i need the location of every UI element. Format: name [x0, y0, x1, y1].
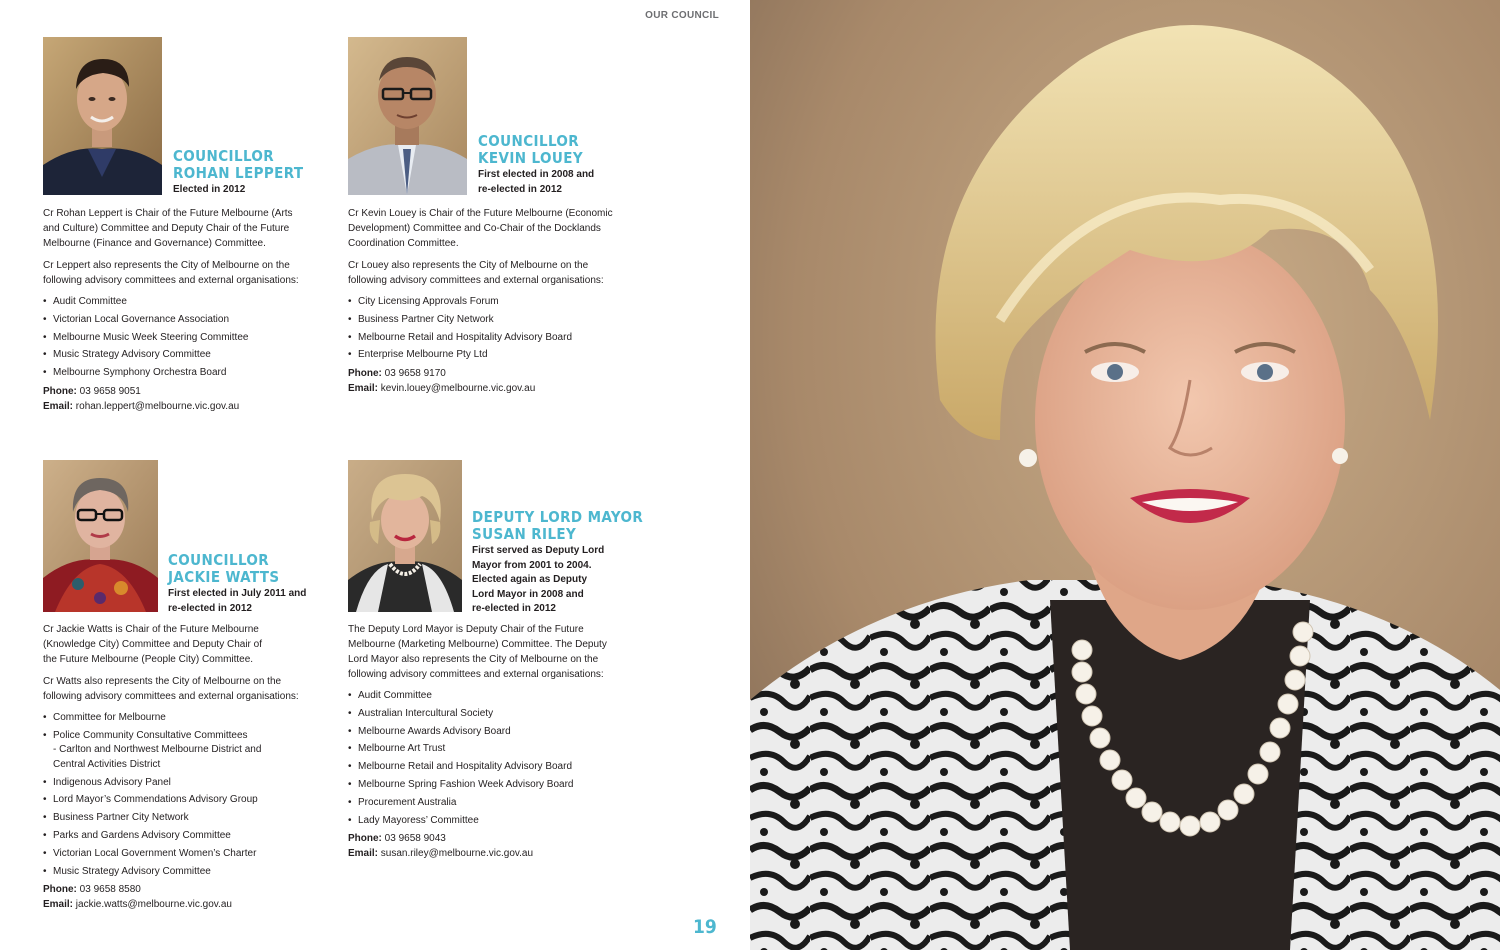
councillor-name: SUSAN RILEY — [472, 525, 577, 543]
committee-list — [43, 295, 343, 381]
list-item: • Audit Committee — [348, 689, 648, 704]
profile-body — [348, 622, 648, 861]
list-item: • Melbourne Retail and Hospitality Advisory Board — [348, 331, 648, 346]
profile-body — [348, 206, 648, 396]
portrait-photo — [43, 37, 162, 195]
phone-label: Phone: — [43, 884, 77, 896]
name-block — [173, 148, 343, 198]
list-item: • Melbourne Spring Fashion Week Advisory Board — [348, 778, 648, 793]
list-item: • Melbourne Awards Advisory Board — [348, 725, 648, 740]
phone-number[interactable]: 03 9658 9170 — [384, 368, 446, 380]
email-address[interactable]: rohan.leppert@melbourne.vic.gov.au — [75, 400, 240, 412]
elected-note: Elected in 2012 — [173, 184, 246, 195]
list-item: • City Licensing Approvals Forum — [348, 295, 648, 310]
phone-number[interactable]: 03 9658 9043 — [384, 833, 446, 845]
list-item: • Audit Committee — [43, 295, 343, 310]
councillor-name: ROHAN LEPPERT — [173, 164, 304, 182]
phone-line — [43, 384, 343, 399]
email-address[interactable]: kevin.louey@melbourne.vic.gov.au — [380, 383, 536, 395]
list-item: • Lady Mayoress’ Committee — [348, 814, 648, 829]
list-item: • Business Partner City Network — [43, 811, 343, 826]
feature-portrait-photo — [750, 0, 1500, 950]
list-item: • Police Community Consultative Committees - Carlton and Northwest Melbourne District and Central Activities District — [43, 729, 343, 773]
list-item: • Procurement Australia — [348, 796, 648, 811]
list-item: • Melbourne Retail and Hospitality Advisory Board — [348, 760, 648, 775]
elected-note: First elected in July 2011 and re-elected in 2012 — [168, 588, 307, 614]
role-title: DEPUTY LORD MAYOR — [472, 508, 644, 526]
phone-line — [348, 366, 648, 381]
list-item: • Committee for Melbourne — [43, 711, 343, 726]
email-address[interactable]: jackie.watts@melbourne.vic.gov.au — [75, 899, 232, 911]
name-block — [478, 133, 648, 197]
profile-body — [43, 622, 343, 912]
bio-paragraph: The Deputy Lord Mayor is Deputy Chair of the Future Melbourne (Marketing Melbourne) Committee. The Deputy Lord Mayor also represents the City of Melbourne on the following advisory committees and external organisations: — [348, 624, 607, 680]
email-line — [348, 381, 648, 396]
elected-note: First served as Deputy Lord Mayor from 2001 to 2004. Elected again as Deputy Lord Mayor in 2008 and re-elected in 2012 — [472, 545, 605, 614]
committee-list — [348, 295, 648, 363]
phone-number[interactable]: 03 9658 8580 — [79, 884, 141, 896]
list-item: • Australian Intercultural Society — [348, 707, 648, 722]
portrait-photo — [348, 37, 467, 195]
list-item: • Melbourne Art Trust — [348, 742, 648, 757]
phone-label: Phone: — [348, 833, 382, 845]
portrait-photo — [43, 460, 158, 612]
role-title: COUNCILLOR — [173, 147, 275, 165]
email-line — [348, 846, 648, 861]
elected-note: First elected in 2008 and re-elected in 2012 — [478, 169, 595, 195]
email-address[interactable]: susan.riley@melbourne.vic.gov.au — [380, 848, 534, 860]
phone-label: Phone: — [348, 368, 382, 380]
list-item: • Victorian Local Governance Association — [43, 313, 343, 328]
list-item: • Music Strategy Advisory Committee — [43, 348, 343, 363]
list-item: • Victorian Local Government Women’s Charter — [43, 847, 343, 862]
role-title: COUNCILLOR — [478, 132, 580, 150]
bio-paragraph: Cr Rohan Leppert is Chair of the Future Melbourne (Arts and Culture) Committee and Deputy Chair of the Future Melbourne (Finance and Governance) Committee. — [43, 208, 293, 249]
name-block — [168, 552, 343, 616]
portrait-photo — [348, 460, 462, 612]
bio-paragraph: Cr Louey also represents the City of Melbourne on the following advisory committees and external organisations: — [348, 260, 604, 286]
list-item: • Melbourne Symphony Orchestra Board — [43, 366, 343, 381]
bio-paragraph: Cr Leppert also represents the City of Melbourne on the following advisory committees and external organisations: — [43, 260, 299, 286]
phone-line — [43, 882, 343, 897]
phone-line — [348, 831, 648, 846]
committee-list — [43, 711, 343, 879]
list-item: • Enterprise Melbourne Pty Ltd — [348, 348, 648, 363]
email-line — [43, 897, 343, 912]
role-title: COUNCILLOR — [168, 551, 270, 569]
email-label: Email: — [348, 848, 379, 860]
bio-paragraph: Cr Watts also represents the City of Melbourne on the following advisory committees and external organisations: — [43, 676, 299, 702]
councillor-name: JACKIE WATTS — [168, 568, 280, 586]
list-item: • Lord Mayor’s Commendations Advisory Group — [43, 793, 343, 808]
list-item: • Indigenous Advisory Panel — [43, 776, 343, 791]
section-header: OUR COUNCIL — [645, 10, 719, 21]
list-item: • Melbourne Music Week Steering Committee — [43, 331, 343, 346]
email-label: Email: — [348, 383, 379, 395]
page-number: 19 — [693, 916, 717, 938]
name-block — [472, 509, 648, 617]
bio-paragraph: Cr Jackie Watts is Chair of the Future Melbourne (Knowledge City) Committee and Deputy Chair of the Future Melbourne (People City) Committee. — [43, 624, 262, 665]
phone-number[interactable]: 03 9658 9051 — [79, 385, 141, 397]
email-label: Email: — [43, 899, 74, 911]
committee-list — [348, 689, 648, 828]
list-item: • Business Partner City Network — [348, 313, 648, 328]
bio-paragraph: Cr Kevin Louey is Chair of the Future Melbourne (Economic Development) Committee and Co-Chair of the Docklands Coordination Committee. — [348, 208, 613, 249]
email-label: Email: — [43, 400, 74, 412]
profile-body — [43, 206, 343, 414]
phone-label: Phone: — [43, 385, 77, 397]
list-item: • Music Strategy Advisory Committee — [43, 865, 343, 880]
councillor-name: KEVIN LOUEY — [478, 149, 584, 167]
list-item: • Parks and Gardens Advisory Committee — [43, 829, 343, 844]
email-line — [43, 399, 343, 414]
